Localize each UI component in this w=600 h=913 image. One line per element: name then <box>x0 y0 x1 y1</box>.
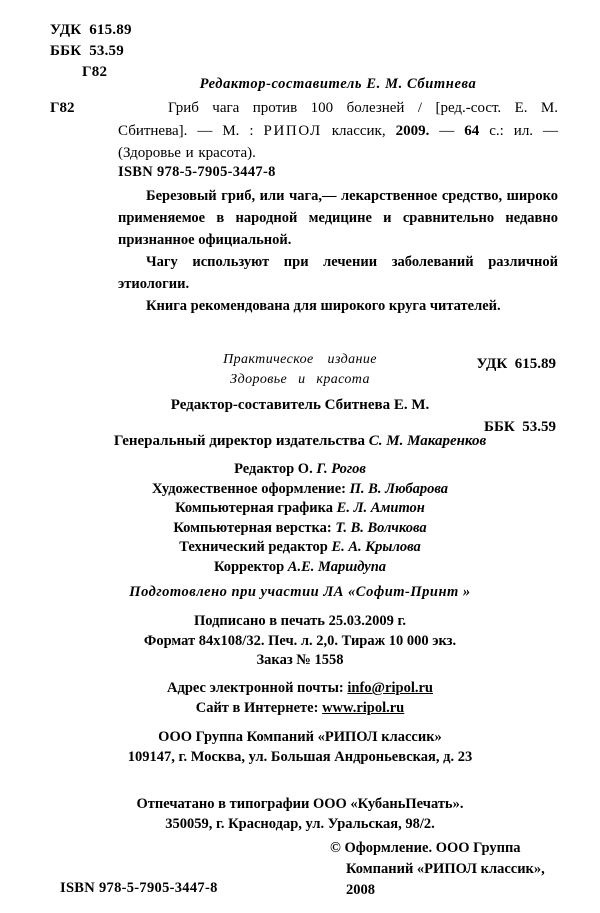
biblio-publisher-name: РИПОЛ <box>263 122 322 139</box>
classification-codes-right <box>477 312 556 480</box>
biblio-page-count: 64 <box>464 122 480 139</box>
crew-line <box>0 519 600 539</box>
format-and-circulation: Формат 84х108/32. Печ. л. 2,0. Тираж 10 000 экз. <box>143 632 457 649</box>
crew-role: Компьютерная верстка: <box>173 519 336 536</box>
bbk-code-top: ББК 53.59 <box>50 43 124 59</box>
edition-type: Практическое издание <box>223 352 377 367</box>
printing-house-name: Отпечатано в типографии ООО «КубаньПечать». <box>136 796 464 812</box>
publisher-name: ООО Группа Компаний «РИПОЛ классик» <box>158 729 442 745</box>
crew-line <box>0 480 600 500</box>
biblio-imprint-b: классик, <box>321 122 396 139</box>
crew-name: Т. В. Волчкова <box>335 519 427 536</box>
annotation-paragraph: Книга рекомендована для широкого круга читателей. <box>146 298 501 314</box>
crew-name: Г. Рогов <box>316 461 366 477</box>
crew-line <box>0 558 600 578</box>
publisher-address: 109147, г. Москва, ул. Большая Андроньевская, д. 23 <box>127 748 473 765</box>
crew-role: Компьютерная графика <box>175 500 337 516</box>
crew-role: Корректор <box>213 558 288 575</box>
website-line <box>0 699 600 719</box>
annotation-block <box>118 185 558 317</box>
biblio-year: 2009. <box>395 122 430 139</box>
biblio-body <box>118 97 558 165</box>
partner-credit: Подготовлено при участии ЛА «Софит-Принт » <box>129 584 471 600</box>
classification-codes-top <box>50 20 132 83</box>
website-label: Сайт в Интернете: <box>195 699 323 716</box>
edition-type-block <box>0 350 600 390</box>
crew-line <box>0 499 600 519</box>
crew-name: Е. А. Крылова <box>331 539 421 555</box>
editor-compiler-heading: Редактор-составитель Е. М. Сбитнева <box>199 76 477 92</box>
copyright-line: Компаний «РИПОЛ классик», <box>346 861 545 877</box>
crew-name: А.Е. Маршдупа <box>287 558 387 575</box>
isbn-top: ISBN 978-5-7905-3447-8 <box>118 164 276 180</box>
biblio-imprint-a: Е. М. Сбитнева]. — М. : <box>118 100 559 139</box>
signed-to-press: Подписано в печать 25.03.2009 г. <box>193 613 407 629</box>
series-name: Здоровье и красота <box>230 372 370 387</box>
crew-role: Художественное оформление: <box>151 480 350 497</box>
email-link[interactable]: info@ripol.ru <box>347 680 433 696</box>
publisher-block <box>0 728 600 767</box>
website-link[interactable]: www.ripol.ru <box>322 699 405 716</box>
contacts-block <box>0 679 600 718</box>
print-run-block <box>0 612 600 671</box>
email-line <box>0 679 600 699</box>
annotation-paragraph: Чагу используют при лечении заболеваний различной этиологии. <box>118 254 558 292</box>
copyright-line: © Оформление. ООО Группа <box>330 840 521 856</box>
biblio-imprint-c: — <box>429 122 455 139</box>
crew-role: Редактор О. <box>234 461 317 477</box>
copyright-year: 2008 <box>346 882 375 898</box>
general-director-name: С. М. Макаренков <box>368 433 487 449</box>
annotation-paragraph: Березовый гриб, или чага,— лекарственное средство, широко применяемое в народной медицине и сравнительно недавно признанное официальной. <box>118 188 558 248</box>
email-label: Адрес электронной почты: <box>167 680 348 696</box>
biblio-sigla: Г82 <box>50 100 75 116</box>
crew-name: Е. Л. Амитон <box>336 500 425 516</box>
order-number: Заказ № 1558 <box>256 652 344 668</box>
udk-code-top: УДК 615.89 <box>50 22 132 38</box>
bibliographic-record <box>50 97 558 165</box>
editor-compiler-credit: Редактор-составитель Сбитнева Е. М. <box>170 397 430 413</box>
general-director-role: Генеральный директор издательства <box>113 433 369 449</box>
printing-house-block <box>0 795 600 834</box>
udk-code-right: УДК 615.89 <box>476 356 556 372</box>
copyright-block <box>330 838 570 901</box>
biblio-collation: с.: ил. — (Здоровье и красота). <box>118 122 559 161</box>
crew-name: П. В. Любарова <box>349 480 449 497</box>
crew-role: Технический редактор <box>179 539 332 555</box>
bbk-code-right: ББК 53.59 <box>484 419 556 435</box>
crew-line <box>0 460 600 480</box>
general-director-credit <box>0 433 600 450</box>
crew-line <box>0 538 600 558</box>
production-crew-block <box>0 460 600 577</box>
printing-house-address: 350059, г. Краснодар, ул. Уральская, 98/2. <box>165 815 435 832</box>
author-sign-code: Г82 <box>82 64 108 80</box>
isbn-bottom: ISBN 978-5-7905-3447-8 <box>60 880 218 896</box>
biblio-title-line: Гриб чага против 100 болезней / [ред.-сост. <box>168 100 502 116</box>
